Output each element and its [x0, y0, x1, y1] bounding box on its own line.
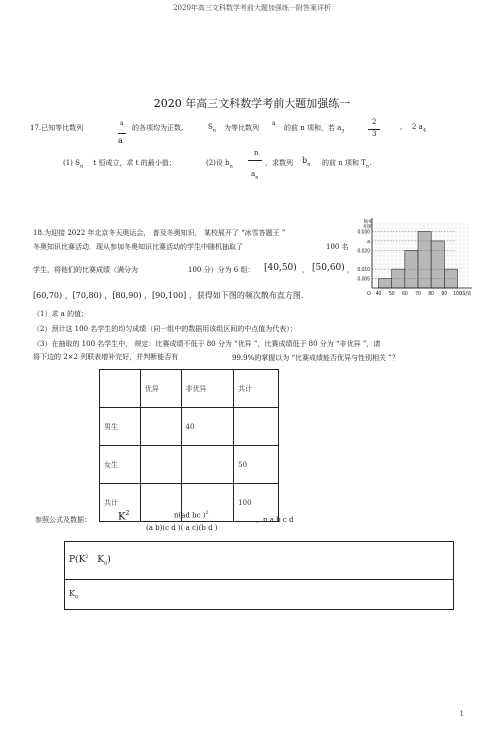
table-cell: 40	[181, 408, 234, 446]
table-cell: $K_0$	[65, 580, 454, 610]
x-tick-label: O	[367, 291, 371, 297]
x-tick-label: 40	[375, 291, 382, 297]
table-cell: 50	[234, 446, 279, 484]
q17-text-2: 的各项均为正数,	[132, 124, 184, 132]
formula-denominator: (a b)(c d )( a c)(b d )	[146, 524, 218, 532]
formula-fraction-line	[142, 521, 252, 522]
probability-table	[64, 541, 454, 610]
frequency-histogram	[350, 218, 474, 316]
q18-sep-2: ，	[347, 266, 354, 274]
table-cell: $P(K^2$ $K_0$)	[65, 542, 454, 580]
formula-k: $K^2$	[118, 510, 130, 523]
x-tick-label: 70	[415, 291, 421, 297]
table-row	[65, 580, 454, 610]
q17-text-1: 17.已知等比数列	[30, 124, 84, 132]
y-axis-label: 频率	[363, 219, 373, 224]
y-tick-label: 0.030	[357, 229, 370, 236]
q17-part1: (1) $S_n$ t 恒成立，求 t 的最小值；	[63, 159, 176, 170]
formula-tail: ，n a b c d	[256, 516, 294, 524]
q17-comma: ,	[400, 123, 403, 131]
q18-interval-2: [50,60)	[312, 263, 345, 273]
q18-interval-1: [40,50)	[264, 263, 297, 273]
q18-line-2b: 100 名	[326, 243, 349, 251]
table-cell	[140, 408, 181, 446]
x-tick-label: 50	[388, 291, 395, 297]
q17-a4: 2 $a_4$	[412, 123, 427, 134]
q17-text-3: 为等比数列	[224, 124, 259, 132]
q17-bar-a	[118, 133, 126, 134]
table-cell: 100	[234, 484, 279, 522]
table-cell	[181, 446, 234, 484]
y-tick-label: a	[367, 238, 370, 245]
table-row	[100, 408, 279, 446]
histogram-bar	[431, 241, 444, 288]
formula-label: 参照公式及数据：	[35, 516, 91, 524]
y-tick-label: 0.005	[357, 276, 370, 283]
table-cell	[140, 446, 181, 484]
x-tick-label: 100	[453, 291, 462, 297]
q18-sub-4b: 99.9%的掌握以为 “比赛成绩能否优异与性别相关 ”？	[232, 354, 399, 362]
q18-line-1: 18.为迎接 2022 年北京冬天奥运会， 普及冬奥知识， 某校展开了 “冰雪答题王 ”	[33, 229, 286, 237]
q18-sub-1: （1）求 a 的值；	[33, 310, 89, 318]
histogram-bar	[379, 279, 392, 288]
q17-Sn: $S_n$	[208, 123, 217, 134]
q17-text-4: 的前 n 项和，若 $a_3$	[284, 124, 345, 135]
q17-part2-den: $a_n$	[251, 170, 259, 181]
histogram-bar	[418, 232, 431, 288]
table-cell: 非优异	[181, 370, 234, 408]
y-axis-label: 组距	[363, 224, 373, 229]
table-row	[100, 446, 279, 484]
q17-frac-den: 3	[372, 130, 377, 138]
table-cell: 共计	[100, 484, 141, 522]
q17-seq-a2: a	[272, 120, 276, 127]
q17-part2-text: ，求数列	[265, 159, 293, 167]
q17-seq-a: a	[120, 120, 124, 127]
page-number: 1	[459, 710, 464, 718]
q18-line-4: [60,70) ，[70,80) ，[80,90) ，[90,100] ，获得如下图的频次散布直方图.	[33, 291, 304, 300]
table-cell: 共计	[234, 370, 279, 408]
q18-line-2: 冬奥知识比赛活动．现从参加冬奥知识比赛活动的学生中随机抽取了	[33, 243, 243, 251]
q18-sub-2: （2）预计这 100 名学生的均匀成绩（同一组中的数据用该组区间的中点值为代表）；	[33, 325, 297, 333]
table-row	[65, 542, 454, 580]
q17-bn: $b_n$	[302, 156, 311, 168]
contingency-table	[99, 369, 279, 522]
q17-frac-num: 2	[372, 118, 377, 126]
x-tick-label: 80	[428, 291, 434, 297]
page-title: 2020 年高三文科数学考前大题加强练一	[153, 97, 351, 110]
q17-part2-frac-line	[248, 160, 262, 161]
q17-part2-num: n	[254, 149, 259, 157]
table-cell	[100, 370, 141, 408]
page-header: 2020年高三文科数学考前大题加强练一附答案详析	[173, 4, 331, 12]
q18-sub-4: 将下边的 2×2 列联表增补完好，并判断能否有	[33, 353, 179, 361]
x-tick-label: 成绩	[460, 291, 472, 297]
x-tick-label: 90	[441, 291, 448, 297]
table-cell: 男生	[100, 408, 141, 446]
y-tick-label: 0.020	[357, 248, 370, 255]
y-tick-label: 0.010	[357, 267, 370, 274]
table-cell: 优异	[140, 370, 181, 408]
q17-part2: (2)设 $b_n$	[206, 159, 233, 170]
formula-numerator: n(ad bc )$^2$	[174, 510, 209, 520]
q17-part2-end: 的前 n 项和 $T_n$.	[322, 159, 372, 170]
q18-sub-3: （3）在抽取的 100 名学生中， 规定：比赛成绩不低于 80 分为 “优异 ”，比赛成绩低于 80 分为 “非优异 ”，请	[33, 340, 381, 348]
q18-line-3: 学生，将他们的比赛成绩（满分为	[33, 266, 138, 274]
q18-sep-1: ，	[302, 266, 309, 274]
table-cell	[234, 408, 279, 446]
q17-under-a: a	[118, 136, 123, 145]
x-tick-label: 60	[402, 291, 408, 297]
q18-line-3b: 100 分）分为 6 组：	[188, 266, 255, 274]
table-cell: 女生	[100, 446, 141, 484]
table-row	[100, 370, 279, 408]
